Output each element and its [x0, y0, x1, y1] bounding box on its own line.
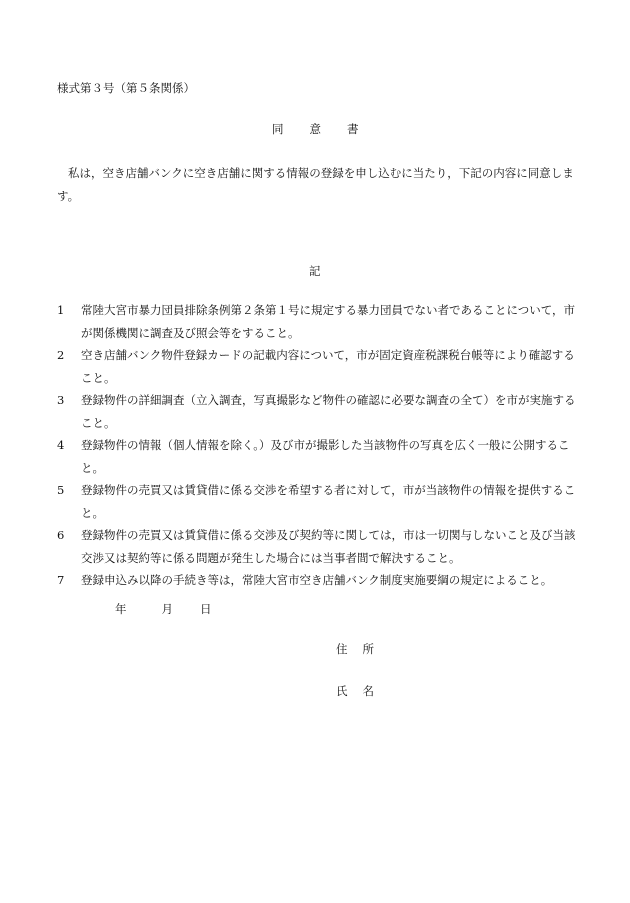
date-line: [115, 601, 212, 617]
item-text: 登録物件の売買又は賃貸借に係る交渉を希望する者に対して，市が当該物件の情報を提供すること。: [81, 483, 576, 520]
list-item: [57, 434, 582, 479]
item-text: 登録申込み以降の手続き等は，常陸大宮市空き店舗バンク制度実施要綱の規定によること。: [81, 573, 553, 587]
title-char-1: 同: [272, 122, 284, 136]
form-number: 様式第３号（第５条関係）: [57, 81, 195, 95]
ki-heading: 記: [309, 264, 321, 278]
name-label: [336, 683, 374, 699]
year-label: 年: [115, 602, 127, 616]
item-text: 空き店舗バンク物件登録カードの記載内容について，市が固定資産税課税台帳等により確認すること。: [81, 348, 575, 385]
consent-items-list: [57, 299, 582, 592]
document-title: [272, 121, 359, 137]
item-text: 常陸大宮市暴力団員排除条例第２条第１号に規定する暴力団員でない者であることについて，市が関係機関に調査及び照会等をすること。: [81, 303, 576, 340]
item-text: 登録物件の売買又は賃貸借に係る交渉及び契約等に関しては，市は一切関与しないこと及び当該交渉又は契約等に係る問題が発生した場合には当事者間で解決すること。: [81, 528, 576, 565]
item-number: 5: [57, 483, 65, 497]
item-number: 4: [57, 438, 65, 452]
list-item: [57, 524, 582, 569]
item-number: 3: [57, 393, 65, 407]
item-number: 6: [57, 528, 65, 542]
day-label: 日: [200, 602, 212, 616]
list-item: [57, 389, 582, 434]
intro-paragraph: 私は，空き店舗バンクに空き店舗に関する情報の登録を申し込むに当たり，下記の内容に同意します。: [57, 166, 574, 203]
item-number: 1: [57, 303, 65, 317]
list-item: [57, 344, 582, 389]
name-char-2: 名: [362, 684, 374, 698]
list-item: [57, 479, 582, 524]
title-char-3: 書: [347, 122, 359, 136]
item-text: 登録物件の情報（個人情報を除く。）及び市が撮影した当該物件の写真を広く一般に公開すること。: [81, 438, 570, 475]
address-label: [336, 641, 374, 657]
address-char-2: 所: [362, 642, 374, 656]
item-text: 登録物件の詳細調査（立入調査，写真撮影など物件の確認に必要な調査の全て）を市が実施すること。: [81, 393, 576, 430]
item-number: 7: [57, 573, 65, 587]
month-label: 月: [161, 602, 173, 616]
item-number: 2: [57, 348, 65, 362]
address-char-1: 住: [336, 642, 348, 656]
list-item: [57, 569, 582, 592]
name-char-1: 氏: [336, 684, 348, 698]
title-char-2: 意: [309, 122, 321, 136]
list-item: [57, 299, 582, 344]
